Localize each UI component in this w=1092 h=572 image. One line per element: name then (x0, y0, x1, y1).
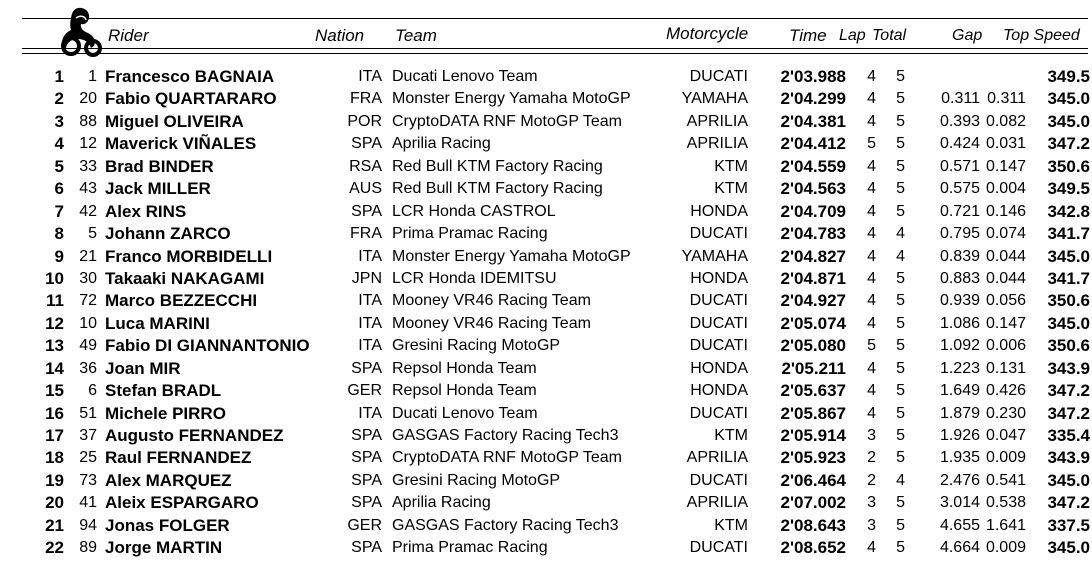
rider-name: Franco MORBIDELLI (105, 246, 273, 266)
row-position: 8 (54, 224, 64, 244)
motorcycle-make: YAMAHA (681, 90, 748, 108)
rider-name: Miguel OLIVEIRA (105, 111, 244, 131)
gap-to-previous: 0.009 (985, 539, 1026, 557)
team-name: GASGAS Factory Racing Tech3 (392, 427, 619, 444)
team-name: Prima Pramac Racing (392, 225, 548, 243)
rider-number: 1 (88, 68, 97, 85)
row-position: 6 (54, 179, 64, 199)
gap-to-first: 2.476 (939, 471, 980, 489)
table-row (0, 64, 1092, 86)
gap-to-first: 4.664 (939, 539, 980, 557)
team-name: CryptoDATA RNF MotoGP Team (392, 112, 622, 130)
rider-nation: GER (347, 516, 382, 534)
rider-nation: ITA (358, 337, 382, 355)
row-position: 12 (45, 313, 64, 333)
results-table (0, 64, 1092, 558)
gap-to-first: 0.424 (939, 135, 980, 153)
total-laps: 5 (896, 314, 905, 332)
total-laps: 5 (896, 516, 905, 534)
gap-to-previous: 0.082 (985, 112, 1026, 130)
team-name: LCR Honda CASTROL (392, 202, 556, 220)
motorcycle-make: KTM (714, 427, 748, 444)
rider-nation: ITA (358, 314, 382, 332)
table-row (0, 266, 1092, 288)
top-speed: 341.7 (1047, 268, 1090, 288)
gap-to-previous: 0.538 (985, 494, 1026, 512)
gap-to-previous: 0.426 (985, 382, 1026, 400)
top-speed: 345.0 (1047, 470, 1090, 490)
row-position: 10 (45, 268, 64, 288)
top-speed: 341.7 (1047, 224, 1090, 244)
row-position: 21 (45, 515, 64, 535)
header-lap: Lap (839, 27, 866, 44)
table-row (0, 86, 1092, 108)
total-laps: 5 (896, 202, 905, 220)
motorcycle-make: DUCATI (689, 225, 748, 243)
team-name: Monster Energy Yamaha MotoGP (392, 247, 631, 265)
top-speed: 349.5 (1047, 67, 1090, 86)
rider-number: 5 (88, 225, 97, 243)
total-laps: 5 (896, 157, 905, 175)
team-name: Aprilia Racing (392, 135, 491, 153)
motorcycle-make: APRILIA (686, 494, 748, 512)
gap-to-previous: 0.006 (985, 337, 1026, 355)
rider-name: Maverick VIÑALES (105, 134, 257, 154)
row-position: 2 (54, 89, 64, 109)
team-name: Monster Energy Yamaha MotoGP (392, 90, 631, 108)
best-lap: 4 (867, 202, 876, 220)
row-position: 18 (45, 448, 64, 468)
row-position: 14 (45, 358, 64, 378)
row-position: 3 (54, 111, 64, 131)
team-name: Repsol Honda Team (392, 359, 537, 377)
gap-to-first: 0.883 (939, 269, 980, 287)
gap-to-previous: 0.131 (985, 359, 1026, 377)
gap-to-first: 4.655 (939, 516, 980, 534)
gap-to-previous: 0.004 (985, 180, 1026, 198)
gap-to-previous: 0.147 (985, 157, 1026, 175)
row-position: 15 (45, 381, 64, 401)
rider-number: 49 (79, 337, 97, 355)
gap-to-first: 0.795 (939, 225, 980, 243)
best-lap: 4 (867, 247, 876, 265)
top-speed: 345.0 (1047, 538, 1090, 558)
team-name: LCR Honda IDEMITSU (392, 269, 557, 287)
table-row (0, 356, 1092, 378)
best-lap: 3 (867, 494, 876, 512)
row-position: 9 (54, 246, 64, 266)
rider-nation: SPA (351, 135, 382, 153)
table-row (0, 378, 1092, 400)
gap-to-first: 0.393 (939, 112, 980, 130)
gap-to-previous: 0.056 (985, 292, 1026, 310)
motorcycle-make: HONDA (690, 269, 748, 287)
rider-nation: RSA (349, 157, 382, 175)
gap-to-first: 1.086 (939, 314, 980, 332)
gap-to-first: 1.649 (939, 382, 980, 400)
table-row (0, 535, 1092, 557)
lap-time: 2'04.927 (780, 291, 846, 311)
total-laps: 5 (896, 427, 905, 444)
gap-to-first: 3.014 (939, 494, 980, 512)
rider-name: Alex MARQUEZ (105, 470, 232, 490)
lap-time: 2'04.559 (780, 156, 846, 176)
team-name: Red Bull KTM Factory Racing (392, 157, 603, 175)
total-laps: 5 (896, 404, 905, 422)
top-speed: 350.6 (1047, 336, 1090, 356)
best-lap: 3 (867, 427, 876, 444)
table-row (0, 109, 1092, 131)
table-row (0, 423, 1092, 445)
gap-to-first: 0.575 (939, 180, 980, 198)
header-top-speed: Top Speed (1003, 27, 1080, 44)
best-lap: 4 (867, 314, 876, 332)
total-laps: 5 (896, 68, 905, 85)
motorcycle-make: KTM (714, 157, 748, 175)
top-speed: 335.4 (1047, 426, 1090, 445)
best-lap: 2 (867, 449, 876, 467)
table-row (0, 468, 1092, 490)
lap-time: 2'08.643 (780, 515, 846, 535)
row-position: 20 (45, 493, 64, 513)
gap-to-previous: 0.541 (985, 471, 1026, 489)
total-laps: 5 (896, 359, 905, 377)
rider-name: Jorge MARTIN (105, 538, 223, 558)
lap-time: 2'04.709 (780, 201, 846, 221)
gap-to-first: 0.839 (939, 247, 980, 265)
gap-to-previous: 0.009 (985, 449, 1026, 467)
header-team: Team (395, 26, 437, 45)
table-row (0, 513, 1092, 535)
gap-to-first: 1.935 (939, 449, 980, 467)
rider-nation: ITA (358, 68, 382, 85)
total-laps: 5 (896, 269, 905, 287)
gap-to-first: 1.223 (939, 359, 980, 377)
lap-time: 2'04.827 (780, 246, 846, 266)
total-laps: 5 (896, 494, 905, 512)
team-name: Ducati Lenovo Team (392, 404, 538, 422)
rider-number: 88 (79, 112, 97, 130)
gap-to-previous: 0.044 (985, 269, 1026, 287)
table-row (0, 401, 1092, 423)
lap-time: 2'04.871 (780, 268, 846, 288)
team-name: Mooney VR46 Racing Team (392, 292, 591, 310)
rider-nation: SPA (351, 202, 382, 220)
row-position: 7 (54, 201, 64, 221)
gap-to-previous: 0.146 (985, 202, 1026, 220)
lap-time: 2'04.412 (780, 134, 846, 154)
row-position: 19 (45, 470, 64, 490)
rider-number: 43 (79, 180, 97, 198)
best-lap: 4 (867, 68, 876, 85)
row-position: 13 (45, 336, 64, 356)
total-laps: 5 (896, 382, 905, 400)
lap-time: 2'05.074 (780, 313, 846, 333)
rider-nation: SPA (351, 449, 382, 467)
motorcycle-make: HONDA (690, 359, 748, 377)
motorcycle-make: APRILIA (686, 449, 748, 467)
row-position: 17 (45, 426, 64, 445)
best-lap: 4 (867, 404, 876, 422)
rider-name: Michele PIRRO (105, 403, 226, 423)
top-speed: 349.5 (1047, 179, 1090, 199)
rider-name: Fabio DI GIANNANTONIO (105, 336, 310, 356)
gap-to-previous: 0.044 (985, 247, 1026, 265)
rider-name: Jack MILLER (105, 179, 211, 199)
gap-to-first: 1.092 (939, 337, 980, 355)
motorcycle-make: APRILIA (686, 135, 748, 153)
rider-nation: ITA (358, 292, 382, 310)
total-laps: 4 (896, 471, 905, 489)
table-row (0, 244, 1092, 266)
header-rule-top (22, 18, 1088, 19)
table-row (0, 490, 1092, 512)
top-speed: 347.2 (1047, 493, 1090, 513)
header-rule-mid (22, 48, 1088, 49)
gap-to-previous: 0.311 (987, 90, 1026, 108)
best-lap: 4 (867, 225, 876, 243)
best-lap: 4 (867, 112, 876, 130)
motorcycle-make: DUCATI (689, 404, 748, 422)
rider-nation: JPN (351, 269, 382, 287)
rider-name: Johann ZARCO (105, 224, 231, 244)
table-row (0, 131, 1092, 153)
best-lap: 2 (867, 471, 876, 489)
motorcycle-make: HONDA (690, 202, 748, 220)
best-lap: 4 (867, 292, 876, 310)
rider-number: 10 (79, 314, 97, 332)
rider-number: 33 (79, 157, 97, 175)
rider-name: Jonas FOLGER (105, 515, 230, 535)
best-lap: 4 (867, 539, 876, 557)
rider-number: 30 (79, 269, 97, 287)
best-lap: 4 (867, 90, 876, 108)
top-speed: 350.6 (1047, 156, 1090, 176)
table-row (0, 221, 1092, 243)
rider-name: Brad BINDER (105, 156, 214, 176)
table-row (0, 311, 1092, 333)
team-name: Mooney VR46 Racing Team (392, 314, 591, 332)
total-laps: 5 (896, 90, 905, 108)
team-name: Repsol Honda Team (392, 382, 537, 400)
top-speed: 343.9 (1047, 358, 1090, 378)
rider-name: Raul FERNANDEZ (105, 448, 252, 468)
rider-name: Alex RINS (105, 201, 187, 221)
header-total: Total (872, 27, 907, 44)
rider-nation: AUS (349, 180, 382, 198)
rider-name: Joan MIR (105, 358, 181, 378)
motorcycle-make: DUCATI (689, 337, 748, 355)
top-speed: 347.2 (1047, 381, 1090, 401)
team-name: Red Bull KTM Factory Racing (392, 180, 603, 198)
rider-nation: SPA (351, 471, 382, 489)
rider-name: Takaaki NAKAGAMI (105, 268, 265, 288)
top-speed: 345.0 (1047, 246, 1090, 266)
motorcycle-make: APRILIA (686, 112, 748, 130)
header-rider: Rider (108, 26, 149, 45)
rider-name: Aleix ESPARGARO (105, 493, 259, 513)
motorcycle-make: KTM (714, 180, 748, 198)
team-name: Gresini Racing MotoGP (392, 471, 561, 489)
best-lap: 3 (867, 516, 876, 534)
total-laps: 4 (896, 225, 905, 243)
lap-time: 2'04.563 (780, 179, 846, 199)
table-row (0, 176, 1092, 198)
rider-name: Fabio QUARTARARO (105, 89, 277, 109)
rider-name: Stefan BRADL (105, 381, 222, 401)
total-laps: 5 (896, 135, 905, 153)
rider-nation: GER (347, 382, 382, 400)
best-lap: 4 (867, 180, 876, 198)
lap-time: 2'04.299 (780, 89, 846, 109)
table-row (0, 333, 1092, 355)
rider-number: 41 (79, 494, 97, 512)
total-laps: 5 (896, 112, 905, 130)
lap-time: 2'05.867 (780, 403, 846, 423)
top-speed: 345.0 (1047, 111, 1090, 131)
top-speed: 342.8 (1047, 201, 1090, 221)
motorcycle-make: DUCATI (689, 292, 748, 310)
row-position: 22 (45, 538, 64, 558)
table-row (0, 154, 1092, 176)
gap-to-first: 1.879 (939, 404, 980, 422)
rider-nation: ITA (358, 247, 382, 265)
top-speed: 345.0 (1047, 89, 1090, 109)
lap-time: 2'07.002 (780, 493, 846, 513)
motorcycle-make: KTM (714, 516, 748, 534)
lap-time: 2'03.988 (780, 67, 846, 86)
rider-nation: FRA (350, 90, 382, 108)
rider-nation: SPA (351, 494, 382, 512)
rider-nation: ITA (358, 404, 382, 422)
header-gap: Gap (952, 27, 983, 44)
total-laps: 4 (896, 247, 905, 265)
top-speed: 347.2 (1047, 134, 1090, 154)
motorcycle-make: YAMAHA (681, 247, 748, 265)
rider-number: 73 (79, 471, 97, 489)
rider-name: Augusto FERNANDEZ (105, 426, 284, 445)
row-position: 1 (54, 67, 64, 86)
header-motorcycle: Motorcycle (666, 24, 749, 43)
top-speed: 337.5 (1047, 515, 1090, 535)
gap-to-previous: 0.031 (985, 135, 1026, 153)
best-lap: 5 (867, 337, 876, 355)
rider-number: 37 (79, 427, 97, 444)
gap-to-previous: 0.230 (985, 404, 1026, 422)
header-rule-bottom (22, 53, 1088, 54)
top-speed: 350.6 (1047, 291, 1090, 311)
lap-time: 2'06.464 (780, 470, 846, 490)
gap-to-first: 0.311 (941, 90, 980, 108)
top-speed: 347.2 (1047, 403, 1090, 423)
motorcycle-make: DUCATI (689, 68, 748, 85)
top-speed: 345.0 (1047, 313, 1090, 333)
total-laps: 5 (896, 180, 905, 198)
best-lap: 4 (867, 269, 876, 287)
best-lap: 4 (867, 157, 876, 175)
motorcycle-rider-icon (58, 6, 106, 58)
team-name: Aprilia Racing (392, 494, 491, 512)
lap-time: 2'04.783 (780, 224, 846, 244)
motorcycle-make: DUCATI (689, 471, 748, 489)
best-lap: 5 (867, 135, 876, 153)
rider-number: 72 (79, 292, 97, 310)
gap-to-previous: 0.047 (985, 427, 1026, 444)
rider-nation: FRA (350, 225, 382, 243)
motorcycle-make: DUCATI (689, 539, 748, 557)
team-name: CryptoDATA RNF MotoGP Team (392, 449, 622, 467)
table-row (0, 288, 1092, 310)
gap-to-previous: 0.074 (985, 225, 1026, 243)
table-row (0, 445, 1092, 467)
row-position: 5 (54, 156, 64, 176)
rider-nation: SPA (351, 359, 382, 377)
rider-number: 51 (79, 404, 97, 422)
row-position: 4 (54, 134, 64, 154)
total-laps: 5 (896, 292, 905, 310)
rider-nation: SPA (351, 427, 382, 444)
row-position: 16 (45, 403, 64, 423)
rider-number: 94 (79, 516, 97, 534)
lap-time: 2'05.080 (780, 336, 846, 356)
rider-number: 89 (79, 539, 97, 557)
gap-to-first: 0.571 (939, 157, 980, 175)
lap-time: 2'05.923 (780, 448, 846, 468)
gap-to-first: 1.926 (939, 427, 980, 444)
team-name: Gresini Racing MotoGP (392, 337, 561, 355)
total-laps: 5 (896, 337, 905, 355)
lap-time: 2'05.211 (781, 358, 846, 378)
rider-name: Francesco BAGNAIA (105, 67, 275, 86)
rider-name: Marco BEZZECCHI (105, 291, 258, 311)
rider-number: 20 (79, 90, 97, 108)
lap-time: 2'08.652 (780, 538, 846, 558)
motorcycle-make: DUCATI (689, 314, 748, 332)
lap-time: 2'05.914 (780, 426, 846, 445)
lap-time: 2'04.381 (780, 111, 846, 131)
rider-nation: POR (347, 112, 382, 130)
best-lap: 4 (867, 382, 876, 400)
best-lap: 4 (867, 359, 876, 377)
rider-number: 6 (88, 382, 97, 400)
lap-time: 2'05.637 (780, 381, 846, 401)
gap-to-first: 0.721 (939, 202, 980, 220)
motorcycle-make: HONDA (690, 382, 748, 400)
top-speed: 343.9 (1047, 448, 1090, 468)
rider-number: 42 (79, 202, 97, 220)
rider-number: 36 (79, 359, 97, 377)
team-name: Ducati Lenovo Team (392, 68, 538, 85)
gap-to-first: 0.939 (939, 292, 980, 310)
header-time: Time (789, 26, 827, 45)
header-nation: Nation (315, 26, 365, 45)
total-laps: 5 (896, 449, 905, 467)
rider-nation: SPA (351, 539, 382, 557)
gap-to-previous: 0.147 (985, 314, 1026, 332)
rider-number: 25 (79, 449, 97, 467)
total-laps: 5 (896, 539, 905, 557)
team-name: GASGAS Factory Racing Tech3 (392, 516, 619, 534)
rider-number: 12 (79, 135, 97, 153)
table-row (0, 199, 1092, 221)
gap-to-previous: 1.641 (985, 516, 1026, 534)
rider-name: Luca MARINI (105, 313, 210, 333)
team-name: Prima Pramac Racing (392, 539, 548, 557)
rider-number: 21 (79, 247, 97, 265)
row-position: 11 (46, 291, 64, 311)
